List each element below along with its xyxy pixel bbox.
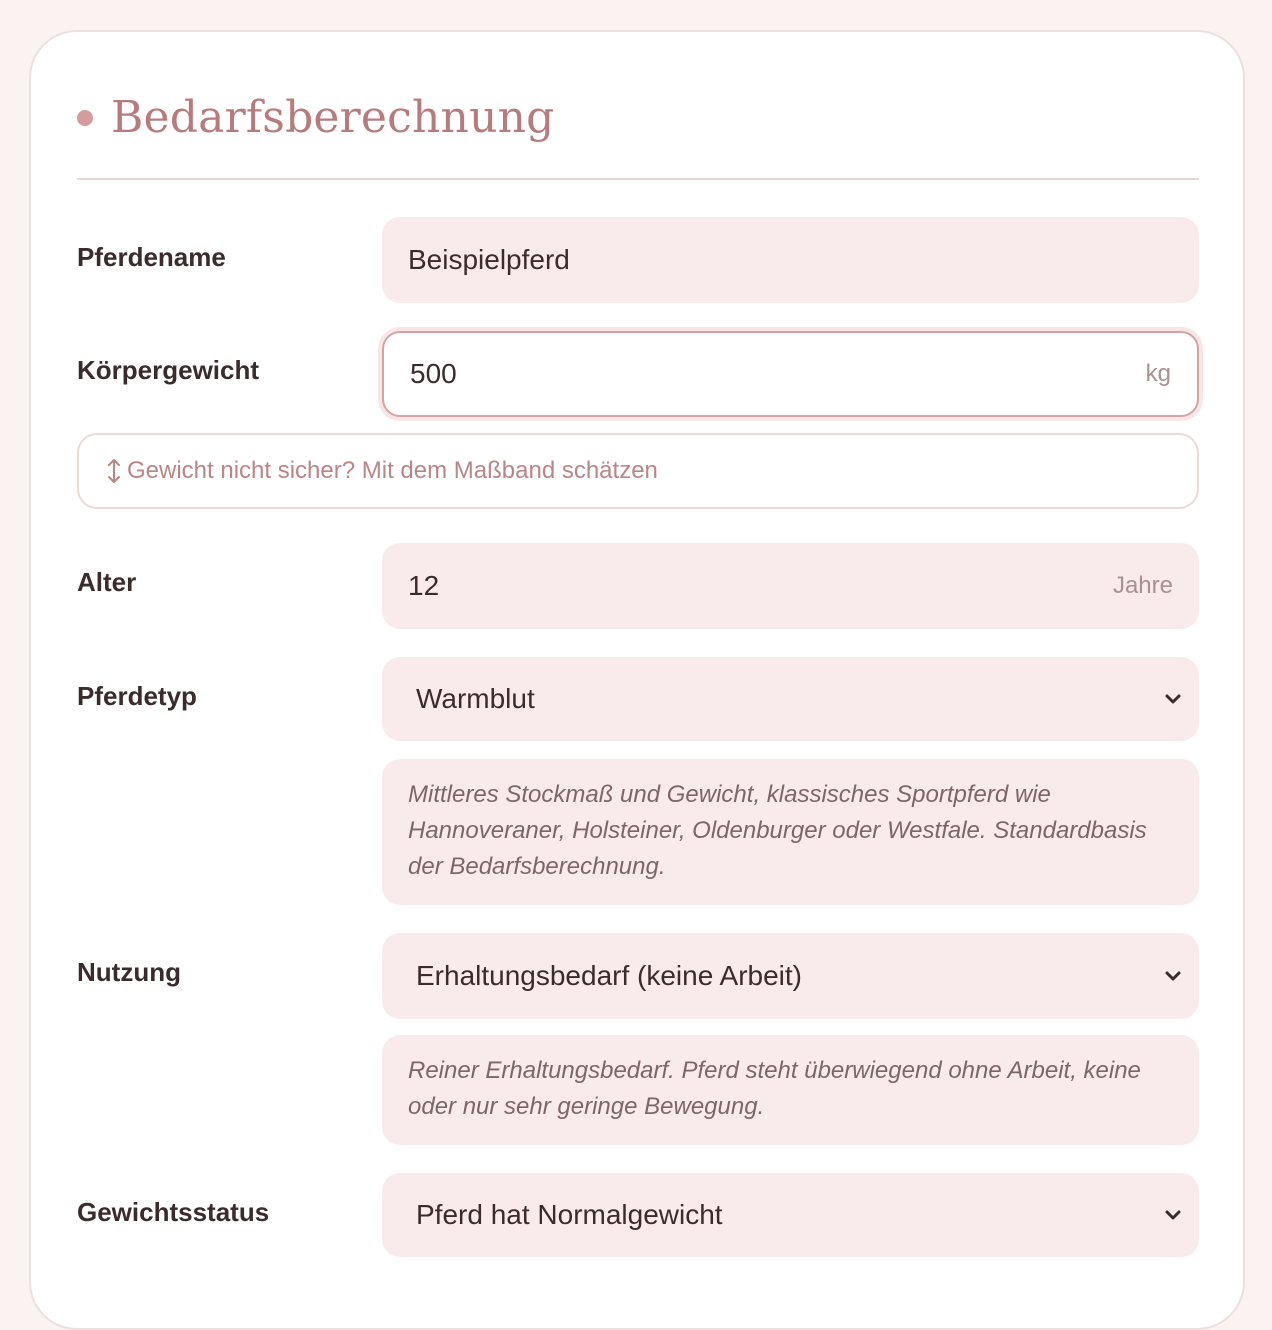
vertical-arrows-icon [105, 457, 123, 485]
section-header [77, 92, 555, 143]
weight-input[interactable] [382, 331, 1199, 417]
weight-estimate-link[interactable] [77, 433, 1199, 509]
horse-type-label: Pferdetyp [77, 681, 197, 711]
weight-value: 500 [410, 358, 457, 389]
bullet-dot-icon [77, 110, 93, 126]
weight-status-select[interactable] [382, 1173, 1199, 1257]
weight-status-value: Pferd hat Normalgewicht [416, 1199, 723, 1230]
weight-estimate-text: Gewicht nicht sicher? Mit dem Maßband schätzen [127, 457, 658, 484]
horse-type-select[interactable] [382, 657, 1199, 741]
age-label: Alter [77, 567, 137, 597]
age-value: 12 [408, 570, 440, 601]
chevron-down-icon [1161, 964, 1185, 988]
horse-type-description: Mittleres Stockmaß und Gewicht, klassisches Sportpferd wie Hannoveraner, Holsteiner, Oldenburger oder Westfale. Standardbasis der Bedarfsberechnung. [382, 759, 1199, 905]
usage-label: Nutzung [77, 957, 181, 987]
age-unit: Jahre [1112, 572, 1173, 599]
weight-unit: kg [1145, 360, 1171, 387]
weight-status-label: Gewichtsstatus [77, 1197, 270, 1227]
calculator-card [29, 30, 1245, 1330]
usage-select[interactable] [382, 933, 1199, 1019]
usage-value: Erhaltungsbedarf (keine Arbeit) [416, 960, 802, 991]
divider [77, 178, 1199, 180]
chevron-down-icon [1161, 1203, 1185, 1227]
age-input[interactable] [382, 543, 1199, 629]
horse-type-value: Warmblut [416, 683, 535, 714]
weight-label: Körpergewicht [77, 355, 260, 385]
horse-name-input[interactable] [382, 217, 1199, 303]
chevron-down-icon [1161, 687, 1185, 711]
horse-name-value: Beispielpferd [408, 244, 570, 275]
page-title: Bedarfsberechnung [111, 92, 555, 143]
horse-name-label: Pferdename [77, 242, 226, 272]
usage-description: Reiner Erhaltungsbedarf. Pferd steht überwiegend ohne Arbeit, keine oder nur sehr geringe Bewegung. [382, 1035, 1199, 1145]
